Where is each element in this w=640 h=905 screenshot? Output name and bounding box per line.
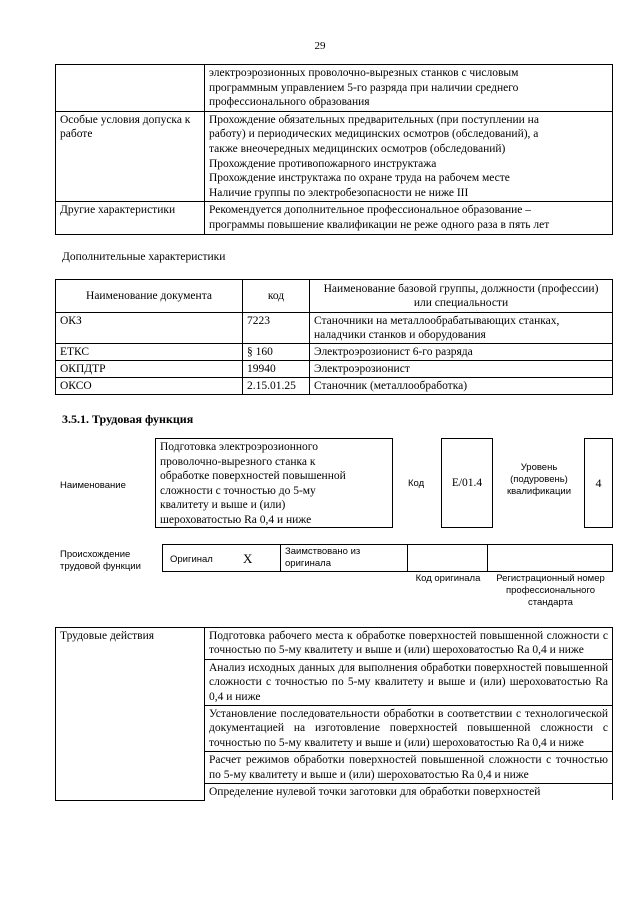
table-cell: § 160 — [243, 344, 310, 361]
table-header-row — [56, 280, 613, 313]
text-line: программным управлением 5-го разряда при наличии среднего — [209, 81, 519, 94]
column-header: Наименование документа — [56, 280, 243, 313]
table-cell: Станочник (металлообработка) — [310, 378, 613, 395]
page-number: 29 — [314, 40, 326, 52]
table-row — [56, 378, 613, 395]
text-line: квалитету и выше и (или) — [160, 499, 286, 512]
table-cell: ОКСО — [56, 378, 243, 395]
table-row — [56, 65, 613, 112]
actions-label: Трудовые действия — [56, 628, 205, 801]
column-header: код — [243, 280, 310, 313]
text-line: работу) и периодических медицинских осмотров (обследований), а — [209, 128, 539, 141]
text-line: Прохождение противопожарного инструктажа — [209, 157, 437, 170]
table-cell: 2.15.01.25 — [243, 378, 310, 395]
text-line: Наличие группы по электробезопасности не ниже III — [209, 186, 469, 199]
code-box — [441, 438, 493, 528]
divider — [487, 544, 488, 572]
code-label: Код — [408, 478, 425, 489]
text-line: Прохождение обязательных предварительных (при поступлении на — [209, 113, 539, 126]
table-cell: Электроэрозионист — [310, 361, 613, 378]
text-line: программы повышение квалификации не реже одного раза в пять лет — [209, 218, 550, 231]
table-row — [56, 111, 613, 202]
code-original-caption: Код оригинала — [415, 573, 481, 584]
text-line: электроэрозионных проволочно-вырезных станков с числовым — [209, 67, 519, 79]
column-header: Наименование базовой группы, должности (профессии) или специальности — [310, 280, 613, 313]
text-line: обработке поверхностей повышенной — [160, 470, 346, 483]
action-item: Определение нулевой точки заготовки для обработки поверхностей — [205, 784, 613, 801]
table-row — [56, 202, 613, 234]
table-cell: 7223 — [243, 313, 310, 344]
divider — [280, 544, 281, 572]
name-label: Наименование — [60, 480, 126, 491]
row-label: Другие характеристики — [56, 202, 205, 234]
text-line: Рекомендуется дополнительное профессиональное образование – — [209, 204, 532, 217]
actions-table — [55, 627, 613, 801]
level-box — [584, 438, 613, 528]
text-line: профессионального образования — [209, 96, 370, 109]
action-item: Установление последовательности обработки в соответствии с технологической документацией на изготовление поверхностей повышенной сложности с точностью по 5-му квалитету и выше и (или) шероховатостью Ra 0,4 и ниже — [205, 706, 613, 752]
text-line: Прохождение инструктажа по охране труда на рабочем месте — [209, 172, 510, 185]
text-line: сложности с точностью до 5-му — [160, 484, 316, 497]
requirements-table — [55, 64, 613, 235]
origin-label: Происхождение трудовой функции — [60, 549, 141, 572]
function-heading: 3.5.1. Трудовая функция — [62, 412, 194, 426]
row-label — [56, 65, 205, 112]
row-label: Особые условия допуска к работе — [56, 111, 205, 202]
original-mark: X — [243, 551, 253, 566]
row-content — [205, 65, 613, 112]
characteristics-table — [55, 279, 613, 395]
original-label: Оригинал — [170, 554, 213, 565]
divider — [407, 544, 408, 572]
table-cell: 19940 — [243, 361, 310, 378]
function-name-box — [155, 438, 393, 528]
level-value: 4 — [595, 475, 602, 490]
table-row — [56, 361, 613, 378]
action-item: Анализ исходных данных для выполнения обработки поверхностей повышенной сложности с точностью по 5-му квалитету и выше и (или) шероховатостью Ra 0,4 и ниже — [205, 659, 613, 705]
text-line: шероховатостью Ra 0,4 и ниже — [160, 513, 312, 526]
row-content — [205, 202, 613, 234]
borrowed-label: Заимствовано из оригинала — [285, 546, 361, 569]
text-line: также внеочередных медицинских осмотров (обследований) — [209, 142, 506, 155]
section-title: Дополнительные характеристики — [62, 251, 226, 263]
table-cell: ОКПДТР — [56, 361, 243, 378]
table-row — [56, 628, 613, 660]
action-item: Расчет режимов обработки поверхностей повышенной сложности с точностью по 5-му квалитету и выше и (или) шероховатостью Ra 0,4 и ниже — [205, 752, 613, 784]
reg-number-caption: Регистрационный номер профессионального стандарта — [496, 573, 605, 608]
table-cell: ОКЗ — [56, 313, 243, 344]
row-content — [205, 111, 613, 202]
action-item: Подготовка рабочего места к обработке поверхностей повышенной сложности с точностью по 5-му квалитету и выше и (или) шероховатостью Ra 0,4 и ниже — [205, 628, 613, 660]
table-row — [56, 313, 613, 344]
table-cell: ЕТКС — [56, 344, 243, 361]
code-value: E/01.4 — [451, 477, 483, 489]
table-cell: Электроэрозионист 6-го разряда — [310, 344, 613, 361]
text-line: проволочно-вырезного станка к — [160, 455, 316, 468]
text-line: Подготовка электроэрозионного — [160, 441, 318, 453]
table-row — [56, 344, 613, 361]
table-cell: Станочники на металлообрабатывающих станках, наладчики станков и оборудования — [310, 313, 613, 344]
level-label: Уровень (подуровень) квалификации — [506, 462, 572, 497]
